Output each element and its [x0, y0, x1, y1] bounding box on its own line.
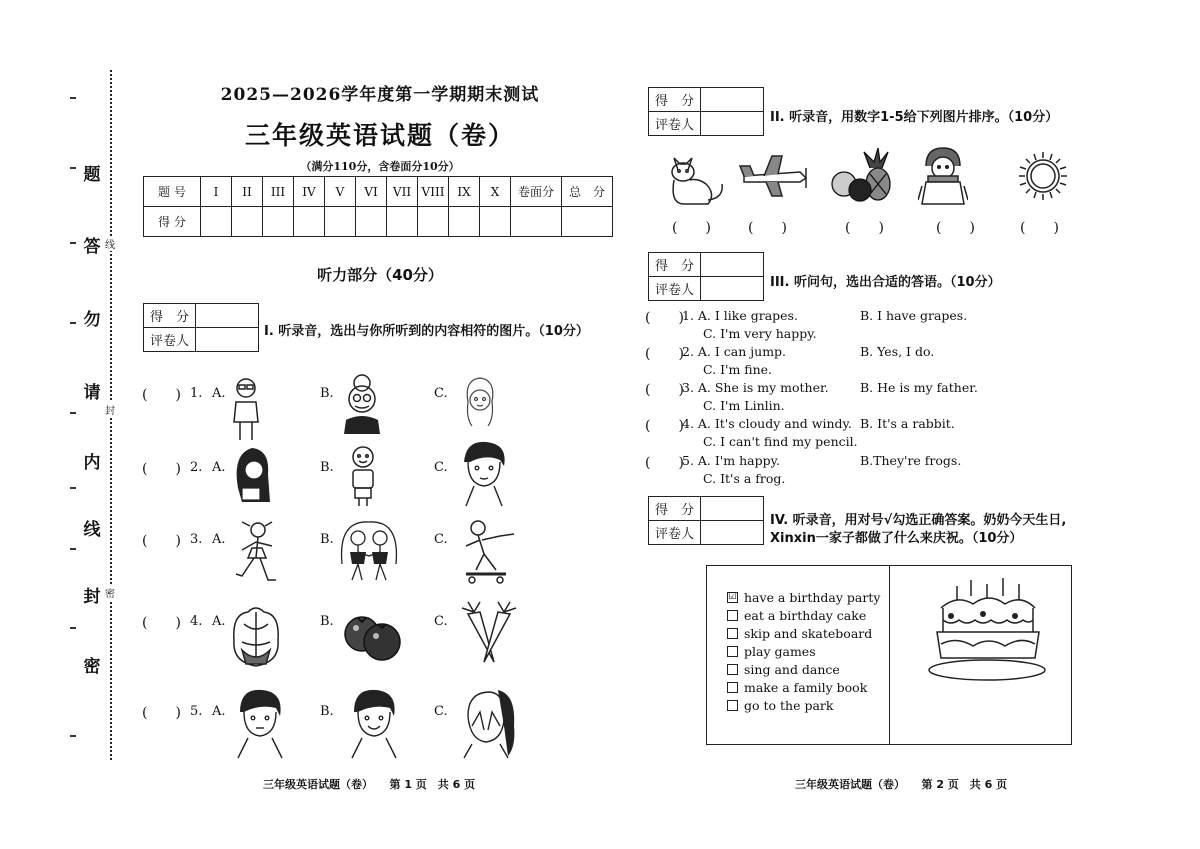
margin-mark — [70, 167, 76, 169]
answer-blank[interactable]: ( ) — [645, 310, 684, 326]
checkbox[interactable] — [727, 664, 738, 675]
answer-blank[interactable]: ( ) — [748, 220, 787, 236]
option-label: C. — [434, 704, 448, 719]
activity-option[interactable] — [727, 588, 880, 606]
option-label: B. — [320, 614, 334, 629]
activity-list — [727, 588, 880, 714]
answer-blank[interactable]: ( ) — [1020, 220, 1059, 236]
score-header-cell: 总 分 — [562, 177, 613, 207]
answer-blank[interactable]: ( ) — [645, 455, 684, 471]
option-label: C. — [434, 460, 448, 475]
score-header-cell: V — [325, 177, 356, 207]
part4-title-line1: IV. 听录音，用对号√勾选正确答案。奶奶今天生日, — [770, 513, 1067, 528]
question-option-a: 4. A. It's cloudy and windy. — [682, 416, 852, 431]
question-option-b: B. He is my father. — [860, 380, 978, 395]
activity-label: sing and dance — [744, 661, 840, 677]
cat-icon — [664, 150, 728, 208]
part1-title: I. 听录音，选出与你所听到的内容相符的图片。（10分） — [264, 324, 589, 339]
score-header-cell: I — [201, 177, 232, 207]
activity-option[interactable] — [727, 660, 880, 678]
answer-blank[interactable]: ( ) — [142, 533, 181, 549]
score-header-cell: 题 号 — [144, 177, 201, 207]
score-blank[interactable] — [701, 88, 764, 112]
option-label: C. — [434, 386, 448, 401]
score-cell[interactable] — [480, 207, 511, 237]
activity-label: play games — [744, 643, 816, 659]
question-option-c: C. I'm fine. — [703, 362, 773, 377]
score-blank[interactable] — [701, 497, 764, 521]
score-cell[interactable] — [562, 207, 613, 237]
margin-mark — [70, 735, 76, 737]
score-cell[interactable] — [387, 207, 418, 237]
activity-label: eat a birthday cake — [744, 607, 867, 623]
part4-title-line2: Xinxin一家子都做了什么来庆祝。（10分） — [770, 531, 1023, 546]
grader-label: 评卷人 — [649, 112, 701, 136]
question-number: 2. — [190, 460, 203, 475]
score-label: 得 分 — [649, 88, 701, 112]
question-option-c: C. I'm very happy. — [703, 326, 817, 341]
year-title: 2025—2026学年度第一学期期末测试 — [220, 85, 540, 105]
girl-running-icon — [232, 520, 284, 586]
part4-score-box — [648, 496, 764, 545]
activity-label: go to the park — [744, 697, 834, 713]
margin-char: 题 — [83, 165, 101, 185]
page-footer-right: 三年级英语试题（卷） 第 2 页 共 6 页 — [795, 778, 1008, 791]
checkbox[interactable] — [727, 682, 738, 693]
answer-blank[interactable]: ( ) — [142, 615, 181, 631]
option-label: C. — [434, 614, 448, 629]
woman-reading-icon — [232, 444, 274, 508]
fruit-icon — [830, 148, 900, 204]
old-man-icon — [228, 374, 264, 442]
answer-blank[interactable]: ( ) — [142, 705, 181, 721]
kid-coat-icon — [918, 146, 968, 206]
part4-box — [706, 565, 1072, 745]
part2-score-box — [648, 87, 764, 136]
sun-icon — [1010, 148, 1076, 204]
option-label: B. — [320, 386, 334, 401]
margin-char: 勿 — [83, 310, 101, 330]
grader-label: 评卷人 — [649, 521, 701, 545]
margin-mark — [70, 412, 76, 414]
question-option-b: B. It's a rabbit. — [860, 416, 955, 431]
answer-blank[interactable]: ( ) — [645, 418, 684, 434]
option-label: A. — [212, 460, 226, 475]
part1-score-box — [143, 303, 259, 352]
score-header-cell: VIII — [418, 177, 449, 207]
question-number: 4. — [190, 614, 203, 629]
boy-icon — [232, 688, 288, 760]
boy-skateboard-icon — [460, 518, 520, 586]
margin-small-char: 线 — [104, 236, 116, 251]
margin-mark — [70, 97, 76, 99]
question-option-b: B.They're frogs. — [860, 453, 962, 468]
grader-label: 评卷人 — [649, 277, 701, 301]
checkbox[interactable] — [727, 628, 738, 639]
activity-option[interactable] — [727, 624, 880, 642]
activity-label: skip and skateboard — [744, 625, 873, 641]
question-option-c: C. I'm Linlin. — [703, 398, 785, 413]
question-option-a: 1. A. I like grapes. — [682, 308, 798, 323]
kids-skipping-icon — [336, 520, 402, 586]
activity-option[interactable] — [727, 606, 880, 624]
question-number: 5. — [190, 704, 203, 719]
page-footer-left: 三年级英语试题（卷） 第 1 页 共 6 页 — [263, 778, 476, 791]
option-label: A. — [212, 614, 226, 629]
score-blank[interactable] — [196, 304, 259, 328]
answer-blank[interactable]: ( ) — [645, 382, 684, 398]
exam-title: 三年级英语试题（卷） — [244, 121, 515, 150]
question-option-a: 2. A. I can jump. — [682, 344, 787, 359]
answer-blank[interactable]: ( ) — [936, 220, 975, 236]
checkbox[interactable] — [727, 646, 738, 657]
question-option-b: B. I have grapes. — [860, 308, 968, 323]
option-label: C. — [434, 532, 448, 547]
option-label: B. — [320, 460, 334, 475]
score-table-score-row — [144, 207, 613, 237]
answer-blank[interactable]: ( ) — [142, 387, 181, 403]
score-cell[interactable] — [263, 207, 294, 237]
score-cell[interactable] — [232, 207, 263, 237]
carrot-icon — [458, 600, 520, 666]
score-cell[interactable] — [201, 207, 232, 237]
plane-icon — [738, 152, 810, 200]
question-number: 1. — [190, 386, 203, 401]
checkbox[interactable]: ☑ — [728, 591, 737, 602]
tomato-icon — [340, 610, 404, 664]
question-option-c: C. It's a frog. — [703, 471, 786, 486]
grader-label: 评卷人 — [144, 328, 196, 352]
margin-char: 请 — [83, 383, 101, 403]
activity-label: make a family book — [744, 679, 868, 695]
margin-char: 内 — [83, 453, 101, 473]
margin-char: 封 — [83, 587, 101, 607]
margin-char: 线 — [83, 520, 101, 540]
margin-mark — [70, 487, 76, 489]
listening-section-title: 听力部分（40分） — [317, 266, 443, 284]
smiling-boy-icon — [346, 688, 402, 760]
part3-title: III. 听问句，选出合适的答语。（10分） — [770, 275, 1001, 290]
activity-option[interactable] — [727, 678, 880, 696]
exam-subtitle: （满分110分，含卷面分10分） — [300, 160, 460, 173]
score-header-cell: IX — [449, 177, 480, 207]
score-label: 得 分 — [649, 497, 701, 521]
score-cell[interactable] — [418, 207, 449, 237]
option-label: A. — [212, 386, 226, 401]
score-cell[interactable] — [511, 207, 562, 237]
score-table-header-row — [144, 177, 613, 207]
score-label: 得 分 — [649, 253, 701, 277]
bald-boy-icon — [346, 444, 380, 508]
score-cell[interactable] — [325, 207, 356, 237]
part4-divider — [889, 566, 890, 744]
margin-mark — [70, 627, 76, 629]
score-blank[interactable] — [701, 253, 764, 277]
option-label: A. — [212, 532, 226, 547]
score-cell[interactable] — [294, 207, 325, 237]
question-number: 3. — [190, 532, 203, 547]
grader-blank[interactable] — [196, 328, 259, 352]
margin-char: 答 — [83, 237, 101, 257]
option-label: B. — [320, 704, 334, 719]
score-header-cell: VI — [356, 177, 387, 207]
question-option-c: C. I can't find my pencil. — [703, 434, 858, 449]
girl-icon — [460, 372, 500, 432]
part2-title: II. 听录音，用数字1-5给下列图片排序。（10分） — [770, 110, 1059, 125]
question-option-a: 3. A. She is my mother. — [682, 380, 829, 395]
margin-char: 密 — [83, 657, 101, 677]
option-label: B. — [320, 532, 334, 547]
score-label: 得 分 — [144, 304, 196, 328]
checkbox[interactable] — [727, 700, 738, 711]
score-cell[interactable] — [449, 207, 480, 237]
margin-small-char: 封 — [104, 402, 116, 417]
cabbage-icon — [228, 604, 284, 670]
grader-blank[interactable] — [701, 112, 764, 136]
question-option-b: B. Yes, I do. — [860, 344, 935, 359]
score-header-cell: III — [263, 177, 294, 207]
margin-mark — [70, 242, 76, 244]
crying-girl-icon — [458, 686, 518, 760]
score-header-cell: II — [232, 177, 263, 207]
grandma-icon — [340, 372, 384, 434]
score-header-cell: 卷面分 — [511, 177, 562, 207]
grader-blank[interactable] — [701, 277, 764, 301]
activity-label: have a birthday party — [744, 589, 881, 605]
margin-mark — [70, 548, 76, 550]
boy-face-icon — [456, 440, 512, 510]
answer-blank[interactable]: ( ) — [645, 346, 684, 362]
margin-small-char: 密 — [104, 585, 116, 600]
activity-option[interactable] — [727, 642, 880, 660]
birthday-cake-icon — [927, 574, 1053, 704]
grader-blank[interactable] — [701, 521, 764, 545]
part3-score-box — [648, 252, 764, 301]
score-header-cell: VII — [387, 177, 418, 207]
margin-mark — [70, 322, 76, 324]
answer-blank[interactable]: ( ) — [845, 220, 884, 236]
score-header-cell: X — [480, 177, 511, 207]
score-header-cell: IV — [294, 177, 325, 207]
checkbox[interactable] — [727, 610, 738, 621]
option-label: A. — [212, 704, 226, 719]
answer-blank[interactable]: ( ) — [672, 220, 711, 236]
activity-option[interactable] — [727, 696, 880, 714]
question-option-a: 5. A. I'm happy. — [682, 453, 780, 468]
score-cell[interactable] — [356, 207, 387, 237]
answer-blank[interactable]: ( ) — [142, 461, 181, 477]
score-table — [143, 176, 613, 237]
score-row-label: 得 分 — [144, 207, 201, 237]
